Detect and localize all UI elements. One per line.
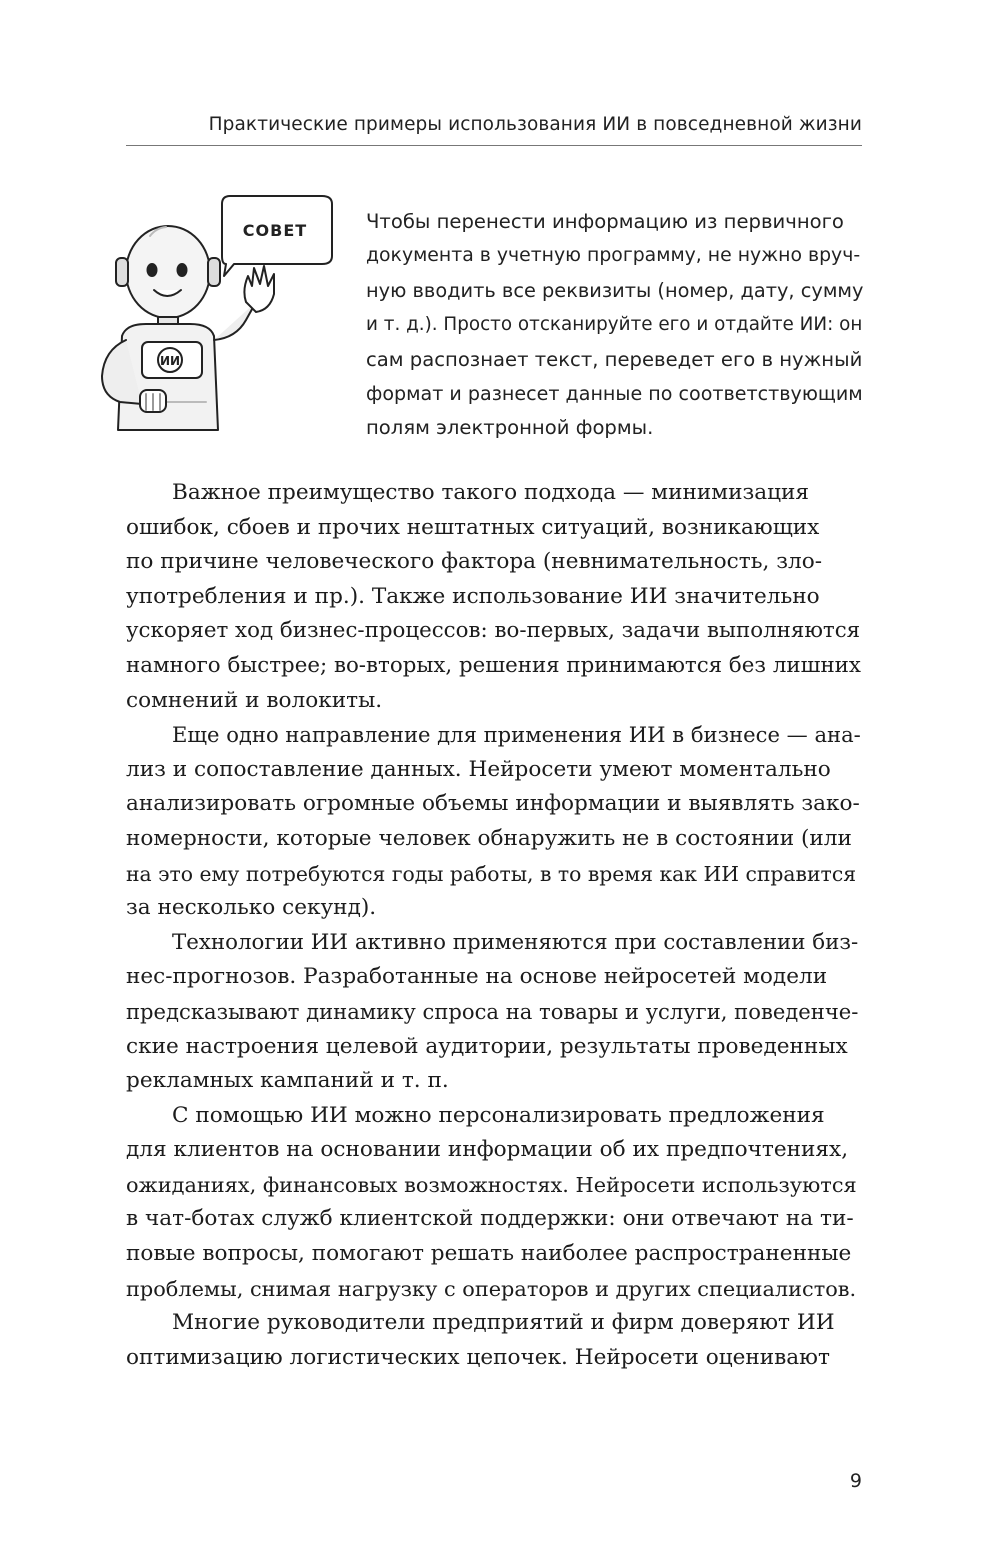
running-head: Практические примеры использования ИИ в повседневной жизни (208, 114, 862, 135)
text-line: для клиентов на основании информации об их предпочтениях, (126, 1137, 849, 1163)
text-line: на это ему потребуются годы работы, в то время как ИИ справится (126, 861, 857, 886)
text-line: за несколько секунд). (126, 895, 377, 921)
text-line: Еще одно направление для применения ИИ в бизнесе — ана- (172, 722, 861, 748)
body-text (126, 476, 862, 1375)
text-line: Многие руководители предприятий и фирм доверяют ИИ (172, 1310, 835, 1336)
paragraph (126, 476, 862, 718)
text-line: лиз и сопоставление данных. Нейросети умеют моментально (126, 756, 831, 782)
text-line: повые вопросы, помогают решать наиболее распространенные (126, 1241, 852, 1267)
text-line: оптимизацию логистических цепочек. Нейросети оценивают (126, 1344, 830, 1370)
tip-line: полям электронной формы. (366, 416, 654, 440)
text-line: ускоряет ход бизнес-процессов: во-первых, задачи выполняются (126, 618, 861, 644)
text-line: употребления и пр.). Также использование ИИ значительно (126, 583, 820, 609)
text-line: анализировать огромные объемы информации и выявлять зако- (126, 791, 860, 817)
robot-head-icon (116, 226, 220, 318)
text-line: Важное преимущество такого подхода — минимизация (172, 480, 810, 505)
paragraph (126, 718, 862, 926)
tip-line: Чтобы перенести информацию из первичного (366, 210, 844, 233)
text-line: ожиданиях, финансовых возможностях. Нейросети используются (126, 1172, 857, 1197)
robot-right-arm-icon (214, 266, 274, 340)
robot-illustration (86, 190, 346, 440)
robot-badge-label: ИИ (159, 354, 181, 368)
text-line: предсказывают динамику спроса на товары и услуги, поведенче- (126, 998, 859, 1024)
text-line: сомнений и волокиты. (126, 687, 383, 713)
text-line: рекламных кампаний и т. п. (126, 1068, 449, 1094)
text-line: проблемы, снимая нагрузку с операторов и других специалистов. (126, 1276, 857, 1301)
tip-line: документа в учетную программу, не нужно вруч- (366, 245, 861, 267)
paragraph (126, 1306, 862, 1375)
paragraph (126, 926, 862, 1099)
header-rule (126, 145, 862, 146)
page-number: 9 (849, 1470, 862, 1492)
text-line: С помощью ИИ можно персонализировать предложения (172, 1102, 825, 1128)
tip-text (366, 205, 866, 446)
text-line: Технологии ИИ активно применяются при составлении биз- (172, 929, 859, 955)
text-line: по причине человеческого фактора (невнимательность, зло- (126, 549, 822, 575)
text-line: номерности, которые человек обнаружить не в состоянии (или (126, 825, 852, 851)
paragraph (126, 1099, 862, 1307)
tip-line: сам распознает текст, переведет его в нужный (366, 347, 863, 371)
tip-line: ную вводить все реквизиты (номер, дату, сумму (366, 278, 864, 302)
text-line: намного быстрее; во-вторых, решения принимаются без лишних (126, 652, 861, 678)
text-line: ошибок, сбоев и прочих нештатных ситуаций, возникающих (126, 514, 820, 540)
tip-line: и т. д.). Просто отсканируйте его и отдайте ИИ: он (366, 314, 863, 336)
text-line: в чат-ботах служб клиентской поддержки: они отвечают на ти- (126, 1206, 854, 1232)
text-line: нес-прогнозов. Разработанные на основе нейросетей модели (126, 964, 828, 990)
tip-line: формат и разнесет данные по соответствующим (366, 382, 863, 406)
tip-label: СОВЕТ (242, 221, 308, 240)
text-line: ские настроения целевой аудитории, результаты проведенных (126, 1033, 848, 1059)
